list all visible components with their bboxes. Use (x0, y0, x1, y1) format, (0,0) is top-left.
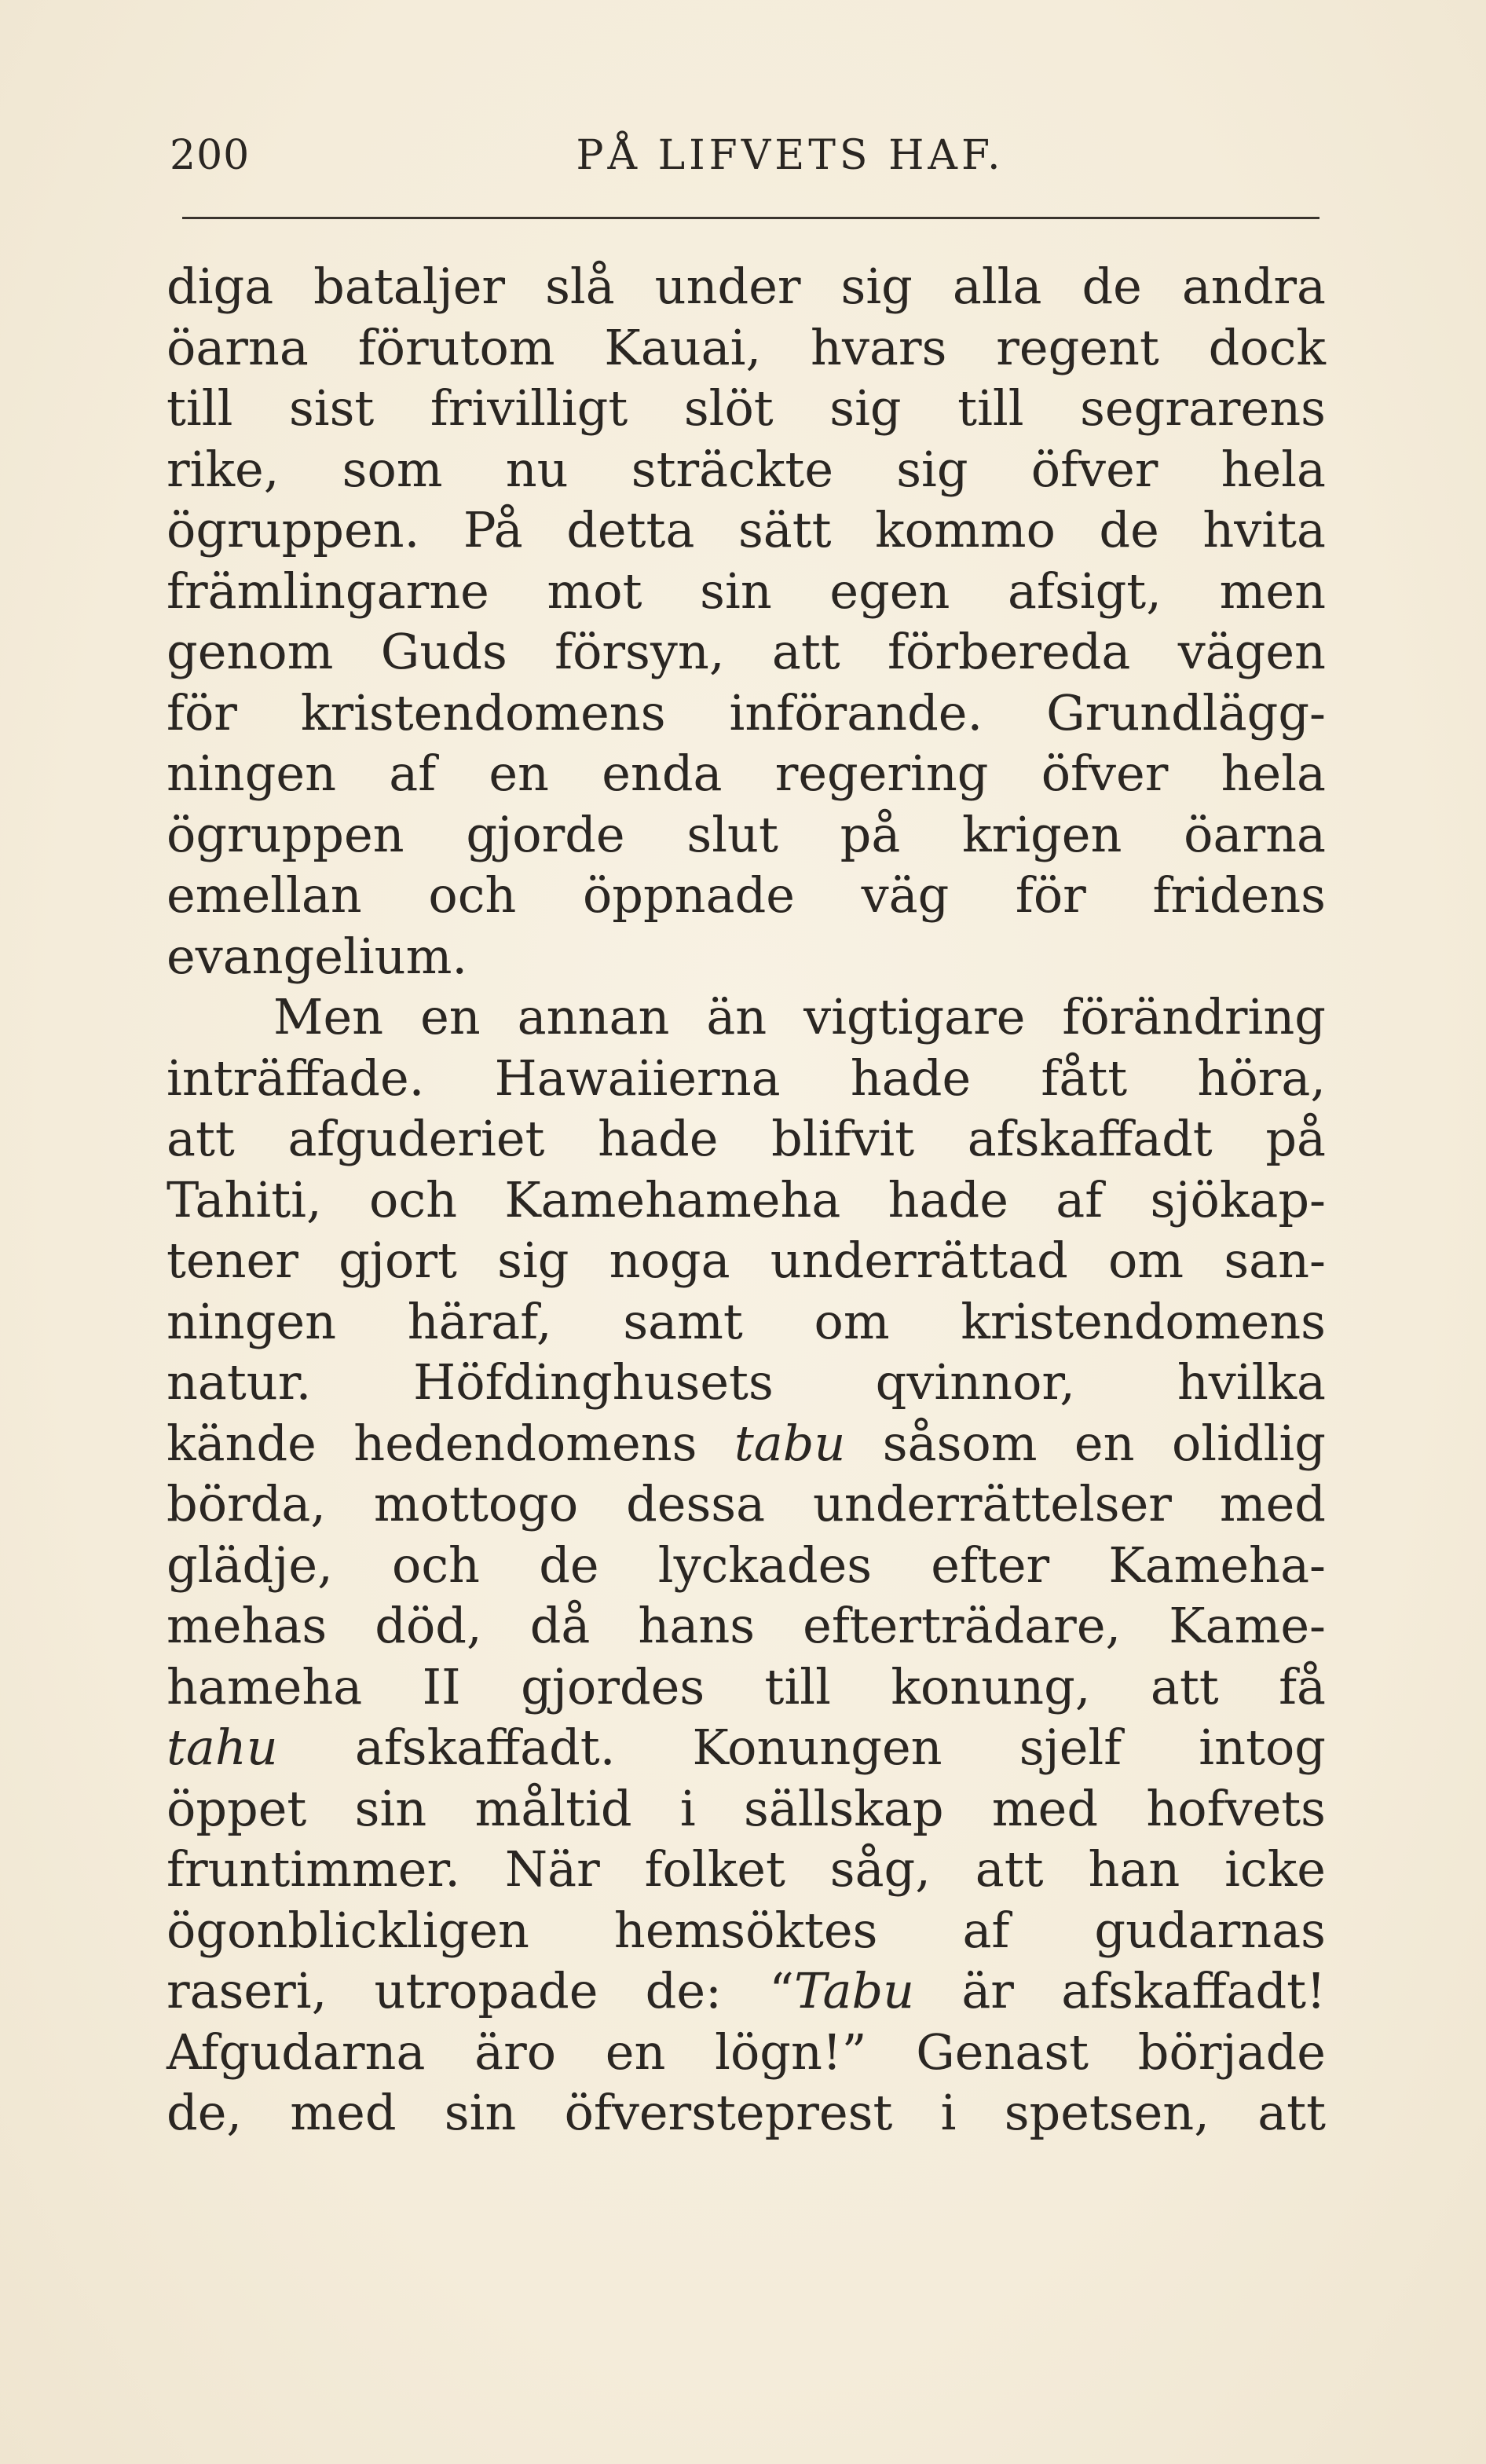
text-line: natur. Höfdinghusets qvinnor, hvilka (167, 1353, 1326, 1411)
text-line: genom Guds försyn, att förbereda vägen (167, 623, 1326, 680)
text-line: ningen häraf, samt om kristendomens (167, 1292, 1326, 1350)
text-line: för kristendomens införande. Grundlägg- (167, 683, 1326, 741)
text-line: Afgudarna äro en lögn!” Genast började (167, 2023, 1326, 2081)
page-number: 200 (170, 132, 251, 179)
header-rule (182, 217, 1319, 219)
text-line: ögruppen. På detta sätt kommo de hvita (167, 501, 1326, 558)
text-line: Tahiti, och Kamehameha hade af sjökap- (167, 1170, 1326, 1228)
text-line: öppet sin måltid i sällskap med hofvets (167, 1779, 1326, 1837)
text-line: kände hedendomens tabu såsom en olidlig (167, 1414, 1326, 1472)
text-line: inträffade. Hawaiierna hade fått höra, (167, 1049, 1326, 1107)
italic-term: tahu (167, 1719, 278, 1776)
text-line: att afguderiet hade blifvit afskaffadt på (167, 1110, 1326, 1167)
italic-term: tabu (734, 1414, 846, 1472)
text-line: tahu afskaffadt. Konungen sjelf intog (167, 1719, 1326, 1776)
paragraph-end-line: evangelium. (167, 927, 468, 985)
text-line: de, med sin öfversteprest i spetsen, att (167, 2084, 1326, 2141)
text-line: fruntimmer. När folket såg, att han icke (167, 1840, 1326, 1898)
italic-term: Tabu (793, 1962, 915, 2019)
text-line: glädje, och de lyckades efter Kameha- (167, 1536, 1326, 1594)
text-line: mehas död, då hans efterträdare, Kame- (167, 1597, 1326, 1654)
text-line: ögonblickligen hemsöktes af gudarnas (167, 1901, 1326, 1959)
text-line: börda, mottogo dessa underrättelser med (167, 1475, 1326, 1532)
body-text (167, 256, 1326, 2144)
text-line: främlingarne mot sin egen afsigt, men (167, 562, 1326, 620)
text-line: hameha II gjordes till konung, att få (167, 1657, 1326, 1715)
paragraph-start-line: Men en annan än vigtigare förändring (273, 988, 1326, 1045)
text-line: till sist frivilligt slöt sig till segrarens (167, 379, 1326, 437)
text-line: emellan och öppnade väg för fridens (167, 866, 1326, 924)
text-line: ögruppen gjorde slut på krigen öarna (167, 805, 1326, 863)
text-line: diga bataljer slå under sig alla de andra (167, 258, 1326, 315)
text-line: tener gjort sig noga underrättad om san- (167, 1232, 1326, 1289)
running-title: PÅ LIFVETS HAF. (576, 132, 1005, 179)
page-header (170, 132, 1319, 187)
text-line: raseri, utropade de: “Tabu är afskaffadt! (167, 1962, 1327, 2019)
text-line: öarna förutom Kauai, hvars regent dock (167, 318, 1326, 376)
text-line: rike, som nu sträckte sig öfver hela (167, 440, 1326, 498)
text-line: ningen af en enda regering öfver hela (167, 745, 1326, 802)
